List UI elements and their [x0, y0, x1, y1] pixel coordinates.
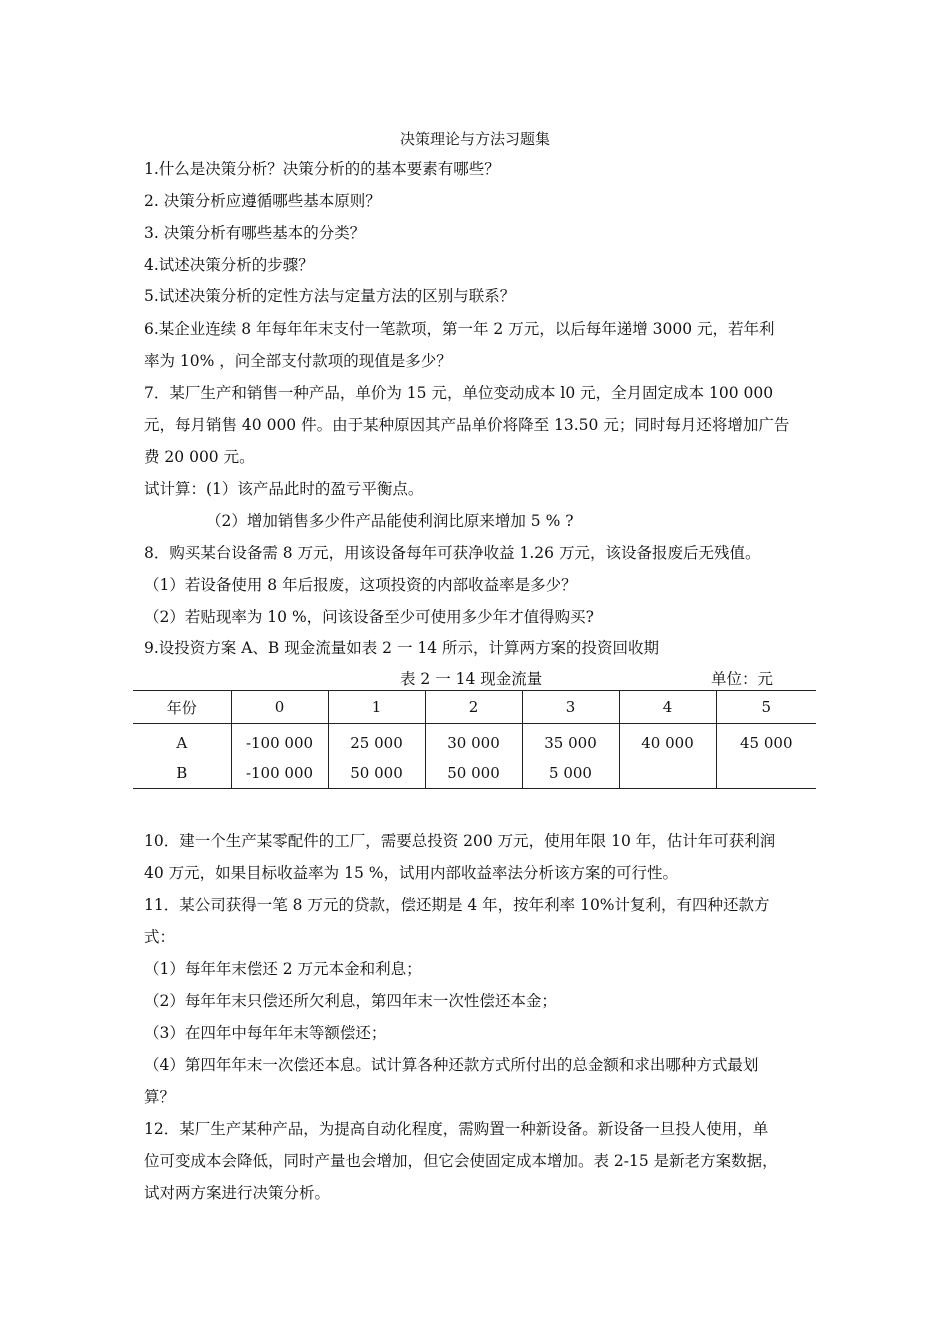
question-7-line-1: 7．某厂生产和销售一种产品，单价为 15 元，单位变动成本 l0 元，全月固定成本 100 000 [144, 384, 774, 402]
question-7-part-1: 试计算：(1）该产品此时的盈亏平衡点。 [144, 480, 424, 498]
table-header-cell: 年份 [133, 691, 231, 724]
table-cell: A [176, 734, 188, 752]
table-header-cell: 2 [425, 691, 522, 724]
question-11-option-1: （1）每年年末偿还 2 万元本金和利息； [144, 960, 422, 978]
question-7-line-2: 元，每月销售 40 000 件。由于某种原因其产品单价将降至 13.50 元；同时每月还将增加广告 [144, 416, 790, 434]
table-cell: -100 000 [231, 758, 328, 789]
question-11-option-3: （3）在四年中每年年末等额偿还； [144, 1024, 387, 1042]
question-11-line-2: 式： [144, 928, 176, 946]
table-cell: 5 000 [522, 758, 619, 789]
question-11-option-4: （4）第四年年末一次偿还本息。试计算各种还款方式所付出的总金额和求出哪种方式最划 [144, 1056, 759, 1074]
question-11-line-1: 11．某公司获得一笔 8 万元的贷款，偿还期是 4 年，按年利率 10%计复利，有四种还款方 [144, 896, 770, 914]
table-caption: 表 2 一 14 现金流量 [400, 670, 543, 688]
table-header-cell: 1 [328, 691, 425, 724]
table-cell: 40 000 [619, 724, 716, 759]
table-cell: B [133, 758, 231, 789]
table-cell: 25 000 [328, 724, 425, 759]
question-10-line-1: 10．建一个生产某零配件的工厂，需要总投资 200 万元，使用年限 10 年，估计年可获利润 [144, 832, 776, 850]
page-title: 决策理论与方法习题集 [399, 130, 550, 148]
question-8-part-1: （1）若设备使用 8 年后报废，这项投资的内部收益率是多少？ [144, 576, 577, 594]
table-header-cell: 0 [231, 691, 328, 724]
question-12-line-1: 12．某厂生产某种产品，为提高自动化程度，需购置一种新设备。新设备一旦投人使用，单 [144, 1120, 769, 1138]
question-6-line-1: 6.某企业连续 8 年每年年末支付一笔款项，第一年 2 万元，以后每年递增 3000 元，若年利 [144, 320, 775, 338]
table-unit: 单位：元 [711, 670, 774, 688]
table-row [133, 724, 816, 759]
question-7-line-3: 费 20 000 元。 [144, 448, 255, 466]
question-2: 2. 决策分析应遵循哪些基本原则？ [144, 192, 381, 210]
table-cell: 50 000 [328, 758, 425, 789]
table-cell: -100 000 [231, 724, 328, 759]
question-11-option-2: （2）每年年末只偿还所欠利息，第四年末一次性偿还本金； [144, 992, 557, 1010]
table-header-cell: 4 [619, 691, 716, 724]
question-9: 9.设投资方案 A、B 现金流量如表 2 一 14 所示，计算两方案的投资回收期 [144, 639, 660, 657]
table-row [133, 758, 816, 789]
question-10-line-2: 40 万元，如果目标收益率为 15 %，试用内部收益率法分析该方案的可行性。 [144, 864, 678, 882]
table-cell: 35 000 [522, 724, 619, 759]
question-5: 5.试述决策分析的定性方法与定量方法的区别与联系？ [144, 287, 516, 305]
question-12-line-2: 位可变成本会降低，同时产量也会增加，但它会使固定成本增加。表 2-15 是新老方案数据， [144, 1152, 778, 1170]
table-header-row [133, 691, 816, 724]
table-cell: 50 000 [425, 758, 522, 789]
cash-flow-table [133, 690, 816, 789]
table-cell [716, 758, 816, 789]
question-8-part-2: （2）若贴现率为 10 %，问该设备至少可使用多少年才值得购买? [144, 608, 594, 626]
question-12-line-3: 试对两方案进行决策分析。 [144, 1184, 331, 1202]
table-cell: 45 000 [716, 724, 816, 759]
table-header-cell: 5 [716, 691, 816, 724]
question-7-part-2: （2）增加销售多少件产品能使利润比原来增加 5 % ? [206, 512, 574, 530]
question-11-option-4-cont: 算？ [144, 1088, 176, 1106]
question-4: 4.试述决策分析的步骤？ [144, 256, 314, 274]
table-cell [619, 758, 716, 789]
question-3: 3. 决策分析有哪些基本的分类？ [144, 224, 366, 242]
table-cell: 30 000 [425, 724, 522, 759]
question-6-line-2: 率为 10% ，问全部支付款项的现值是多少？ [144, 352, 452, 370]
question-8: 8．购买某台设备需 8 万元，用该设备每年可获净收益 1.26 万元，该设备报废后无残值。 [144, 544, 761, 562]
table-header-cell: 3 [522, 691, 619, 724]
question-1: 1.什么是决策分析？决策分析的的基本要素有哪些？ [144, 160, 500, 178]
